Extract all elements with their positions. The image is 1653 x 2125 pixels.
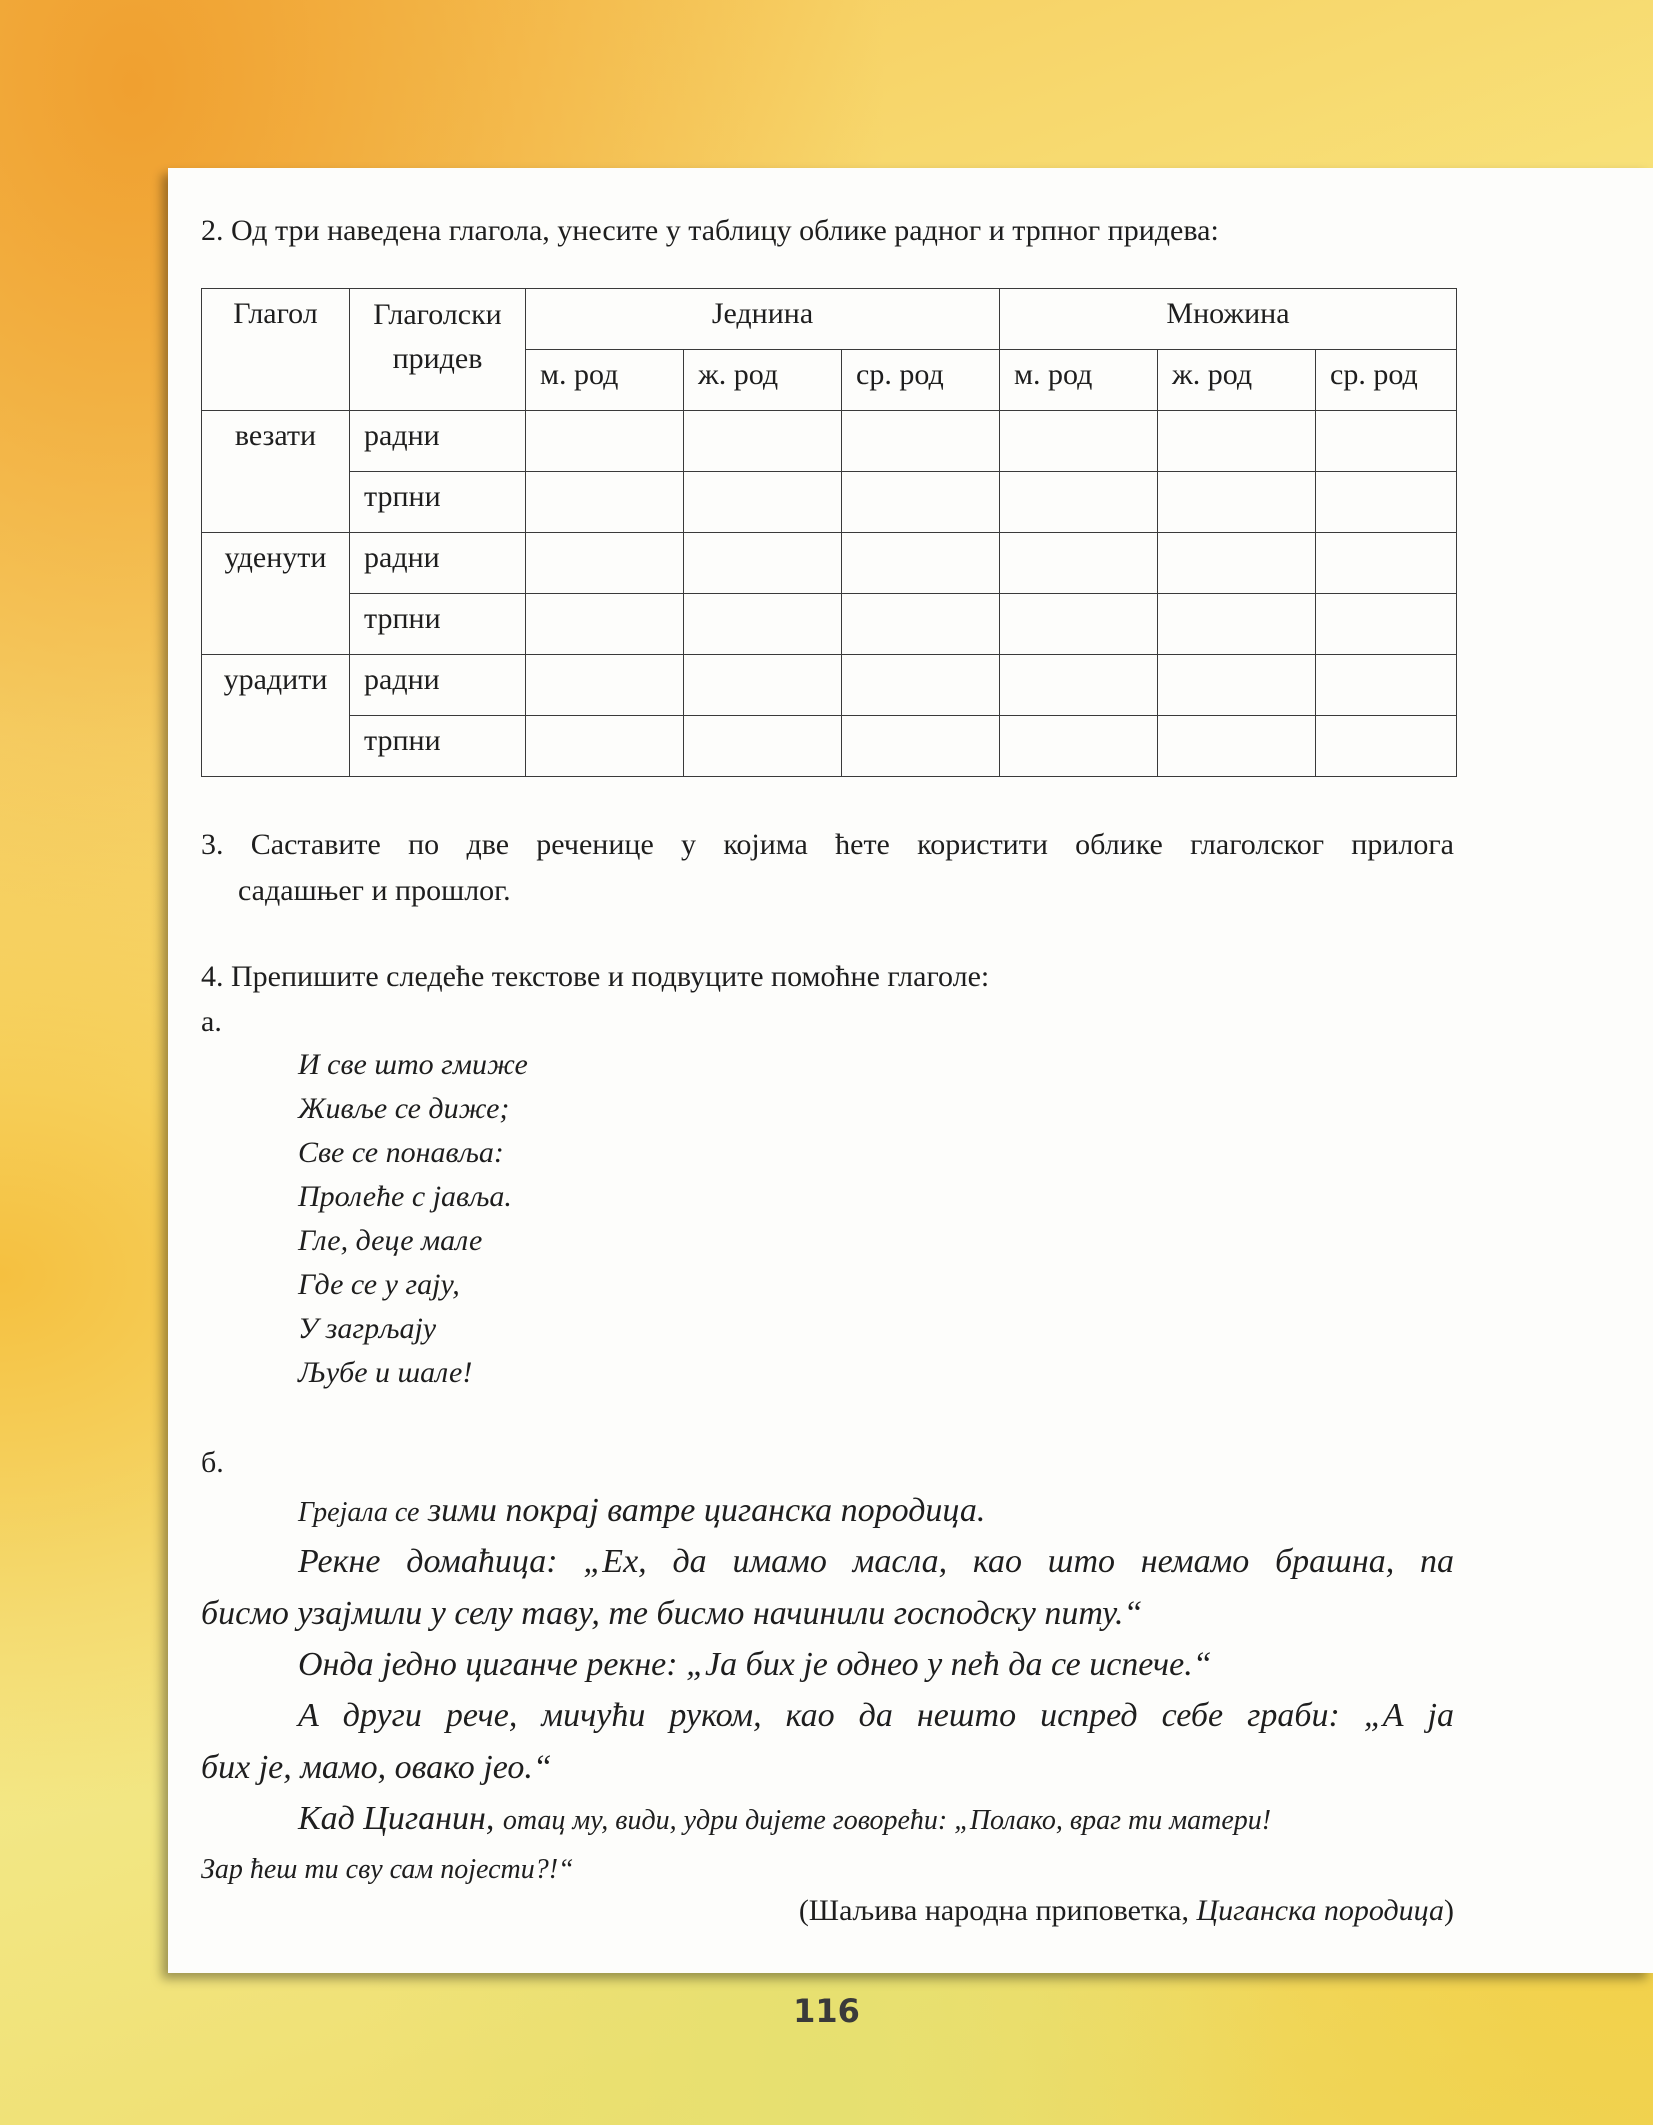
- prose-p5-line2: Зар ћеш ти сву сам појести?!“: [201, 1854, 574, 1885]
- answer-cell[interactable]: [526, 411, 684, 472]
- verb-cell: урадити: [202, 655, 350, 777]
- answer-cell[interactable]: [842, 716, 1000, 777]
- answer-cell[interactable]: [842, 655, 1000, 716]
- source-suffix: ): [1444, 1894, 1454, 1927]
- header-adjective: [350, 289, 526, 411]
- adjective-type-cell: трпни: [350, 594, 526, 655]
- answer-cell[interactable]: [1316, 655, 1457, 716]
- answer-cell[interactable]: [526, 472, 684, 533]
- gender-header: м. род: [526, 350, 684, 411]
- poem: [298, 1043, 528, 1395]
- answer-cell[interactable]: [842, 472, 1000, 533]
- poem-line: Све се понавља:: [298, 1136, 504, 1169]
- prose-p4-line2: бих је, мамо, овако јео.“: [201, 1749, 552, 1786]
- prose-p1-start: Грејала се: [298, 1497, 420, 1528]
- adjective-table: [201, 288, 1457, 777]
- answer-cell[interactable]: [1158, 655, 1316, 716]
- answer-cell[interactable]: [1316, 411, 1457, 472]
- adjective-type-cell: трпни: [350, 472, 526, 533]
- answer-cell[interactable]: [1316, 533, 1457, 594]
- answer-cell[interactable]: [684, 411, 842, 472]
- answer-cell[interactable]: [842, 411, 1000, 472]
- task-3-line1: 3. Саставите по две реченице у којима ћете користити облике глаголског прилога: [201, 828, 1454, 861]
- answer-cell[interactable]: [1158, 533, 1316, 594]
- answer-cell[interactable]: [1158, 411, 1316, 472]
- prose-p1: [298, 1485, 985, 1538]
- header-verb: Глагол: [202, 289, 350, 411]
- gender-header: ж. род: [684, 350, 842, 411]
- answer-cell[interactable]: [1000, 472, 1158, 533]
- answer-cell[interactable]: [1000, 533, 1158, 594]
- answer-cell[interactable]: [526, 655, 684, 716]
- answer-cell[interactable]: [1000, 655, 1158, 716]
- task-3-line2: садашњег и прошлог.: [238, 874, 511, 907]
- answer-cell[interactable]: [842, 533, 1000, 594]
- answer-cell[interactable]: [684, 655, 842, 716]
- label-b: б.: [201, 1446, 224, 1479]
- adjective-type-cell: радни: [350, 533, 526, 594]
- answer-cell[interactable]: [1000, 594, 1158, 655]
- header-adjective-line1: Глаголски: [373, 298, 502, 331]
- answer-cell[interactable]: [1316, 594, 1457, 655]
- task-4-instruction: 4. Препишите следеће текстове и подвуците помоћне глаголе:: [201, 960, 990, 993]
- header-singular: Једнина: [526, 289, 1000, 350]
- adjective-type-cell: трпни: [350, 716, 526, 777]
- source-title: Циганска породица: [1196, 1894, 1444, 1927]
- gender-header: м. род: [1000, 350, 1158, 411]
- task-2-instruction: 2. Од три наведена глагола, унесите у таблицу облике радног и трпног придева:: [201, 214, 1219, 247]
- answer-cell[interactable]: [526, 533, 684, 594]
- prose-p4-line1: А други рече, мичући руком, као да нешто испред себе граби: „А ја: [298, 1697, 1454, 1734]
- poem-line: Где се у гају,: [298, 1268, 460, 1301]
- page-number: 116: [793, 1992, 860, 2030]
- poem-line: И све што гмиже: [298, 1048, 528, 1081]
- answer-cell[interactable]: [1316, 472, 1457, 533]
- answer-cell[interactable]: [842, 594, 1000, 655]
- gender-header: ср. род: [1316, 350, 1457, 411]
- poem-line: Љубе и шале!: [298, 1356, 473, 1389]
- prose-p5-start: Кад Циганин,: [298, 1800, 495, 1837]
- adjective-type-cell: радни: [350, 655, 526, 716]
- prose-p1-rest: зими покрај ватре циганска породица.: [427, 1492, 986, 1529]
- answer-cell[interactable]: [526, 716, 684, 777]
- answer-cell[interactable]: [526, 594, 684, 655]
- poem-line: У загрљају: [298, 1312, 437, 1345]
- prose-p3: Онда једно циганче рекне: „Ја бих је однео у пећ да се испече.“: [298, 1646, 1212, 1683]
- source-prefix: (Шаљива народна приповетка,: [798, 1894, 1197, 1927]
- gender-header: ср. род: [842, 350, 1000, 411]
- answer-cell[interactable]: [684, 472, 842, 533]
- answer-cell[interactable]: [1158, 594, 1316, 655]
- poem-line: Живље се диже;: [298, 1092, 510, 1125]
- answer-cell[interactable]: [1000, 411, 1158, 472]
- source-citation: [799, 1888, 1454, 1933]
- label-a: а.: [201, 1005, 222, 1038]
- header-adjective-line2: придев: [392, 342, 483, 375]
- prose-p2-line2: бисмо узајмили у селу таву, те бисмо начинили господску питу.“: [201, 1595, 1143, 1632]
- prose-p5-rest: отац му, види, удри дијете говорећи: „Полако, враг ти матери!: [502, 1805, 1272, 1836]
- prose-p2-line1: Рекне домаћица: „Ех, да имамо масла, као што немамо брашна, па: [298, 1543, 1454, 1580]
- answer-cell[interactable]: [1158, 716, 1316, 777]
- answer-cell[interactable]: [684, 594, 842, 655]
- verb-cell: уденути: [202, 533, 350, 655]
- poem-line: Гле, деце мале: [298, 1224, 483, 1257]
- verb-cell: везати: [202, 411, 350, 533]
- poem-line: Пролеће с јавља.: [298, 1180, 512, 1213]
- header-plural: Множина: [1000, 289, 1457, 350]
- answer-cell[interactable]: [684, 716, 842, 777]
- answer-cell[interactable]: [684, 533, 842, 594]
- prose-p5-line1: [298, 1793, 1454, 1846]
- answer-cell[interactable]: [1000, 716, 1158, 777]
- adjective-type-cell: радни: [350, 411, 526, 472]
- gender-header: ж. род: [1158, 350, 1316, 411]
- answer-cell[interactable]: [1158, 472, 1316, 533]
- answer-cell[interactable]: [1316, 716, 1457, 777]
